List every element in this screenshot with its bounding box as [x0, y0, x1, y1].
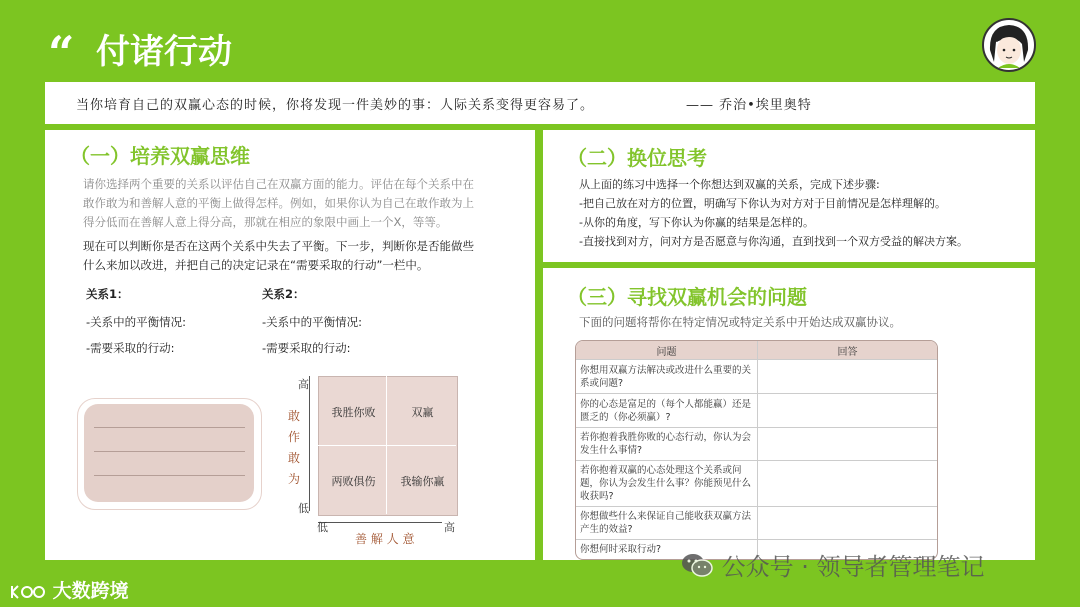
relation1-balance: -关系中的平衡情况:	[86, 315, 187, 329]
step-line: -从你的角度，写下你认为你赢的结果是怎样的。	[579, 216, 814, 229]
notepad-line	[94, 427, 245, 428]
question-cell: 你想做些什么来保证自己能收获双赢方法产生的效益?	[576, 507, 758, 540]
answer-cell[interactable]	[758, 428, 938, 461]
step-line: 从上面的练习中选择一个你想达到双赢的关系，完成下述步骤:	[579, 178, 880, 191]
banner-author: —— 乔治•埃里奥特	[686, 98, 812, 113]
table-row	[576, 394, 937, 428]
paragraph-line: 得分低而在善解人意上得分高，那就在相应的象限中画上一个X，等等。	[83, 215, 448, 229]
y-axis-low-label: 低	[298, 502, 309, 515]
y-axis-line	[309, 376, 310, 511]
section3-subtitle: 下面的问题将帮你在特定情况或特定关系中开始达成双赢协议。	[579, 315, 901, 329]
quadrant-bottom-left: 两败俱伤	[319, 446, 388, 515]
page-title: 付诸行动	[96, 32, 232, 72]
table-row	[576, 507, 937, 540]
section3-title: （三）寻找双赢机会的问题	[567, 285, 807, 309]
watermark-right-text: 公众号 · 领导者管理笔记	[721, 553, 985, 581]
x-axis-high-label: 高	[444, 521, 455, 534]
x-axis-line	[318, 522, 442, 523]
paragraph-line: 敢作敢为和善解人意的平衡上做得怎样。例如，如果你认为自己在敢作敢为上	[83, 196, 474, 210]
section1-paragraph2	[83, 237, 474, 275]
question-cell: 若你抱着双赢的心态处理这个关系或问题，你认为会发生什么事？你能预见什么收获吗?	[576, 461, 758, 507]
y-axis-title-char: 为	[288, 472, 301, 486]
avatar-illustration	[984, 20, 1034, 70]
step-line: -把自己放在对方的位置，明确写下你认为对方对于目前情况是怎样理解的。	[579, 197, 946, 210]
y-axis-title-char: 敢	[288, 451, 301, 465]
answer-cell[interactable]	[758, 507, 938, 540]
paragraph-line: 什么来加以改进，并把自己的决定记录在“需要采取的行动”一栏中。	[83, 258, 429, 272]
quadrant-top-left: 我胜你败	[319, 377, 388, 446]
table-header-row	[576, 341, 937, 360]
table-row	[576, 360, 937, 394]
wechat-icon	[680, 551, 714, 585]
question-cell: 你想用双赢方法解决或改进什么重要的关系或问题?	[576, 360, 758, 394]
question-cell: 若你抱着我胜你败的心态行动，你认为会发生什么事情?	[576, 428, 758, 461]
question-cell: 你想何时采取行动?	[576, 540, 758, 560]
x-axis-low-label: 低	[317, 521, 328, 534]
quadrant-bottom-right: 我输你赢	[388, 446, 457, 515]
y-axis-high-label: 高	[298, 378, 309, 391]
quadrant-grid	[318, 376, 458, 516]
relation2-title: 关系2：	[262, 287, 305, 301]
relation2-balance: -关系中的平衡情况:	[262, 315, 363, 329]
notepad-illustration	[84, 404, 254, 502]
avatar	[982, 18, 1036, 72]
section2-title: （二）换位思考	[567, 146, 707, 170]
column-header-question: 问题	[576, 341, 758, 360]
column-header-answer: 回答	[758, 341, 938, 360]
brand-logo-icon	[10, 582, 46, 602]
relation1-title: 关系1：	[86, 287, 129, 301]
quadrant-divider-horizontal	[318, 445, 456, 446]
watermark-right	[680, 547, 985, 585]
table-row	[576, 461, 937, 507]
relation2-action: -需要采取的行动:	[262, 341, 351, 355]
y-axis-title	[288, 406, 300, 490]
banner-quote: 当你培育自己的双赢心态的时候，你将发现一件美妙的事：人际关系变得更容易了。	[76, 98, 595, 113]
paragraph-line: 现在可以判断你是否在这两个关系中失去了平衡。下一步，判断你是否能做些	[83, 239, 474, 253]
watermark-left-text: 大数跨境	[52, 580, 129, 602]
notepad-line	[94, 475, 245, 476]
answer-cell[interactable]	[758, 394, 938, 428]
answer-cell[interactable]	[758, 360, 938, 394]
section2-steps	[579, 175, 968, 251]
questions-table	[575, 340, 938, 560]
answer-cell[interactable]	[758, 461, 938, 507]
question-cell: 你的心态是富足的（每个人都能赢）还是匮乏的（你必须赢）?	[576, 394, 758, 428]
paragraph-line: 请你选择两个重要的关系以评估自己在双赢方面的能力。评估在每个关系中在	[83, 177, 474, 191]
table-row	[576, 428, 937, 461]
section1-paragraph1	[83, 175, 474, 232]
section1-title: （一）培养双赢思维	[70, 144, 250, 168]
quadrant-top-right: 双赢	[388, 377, 457, 446]
quote-mark: “	[48, 26, 69, 80]
y-axis-title-char: 敢	[288, 409, 301, 423]
step-line: -直接找到对方，问对方是否愿意与你沟通，直到找到一个双方受益的解决方案。	[579, 235, 968, 248]
y-axis-title-char: 作	[288, 430, 301, 444]
notepad-line	[94, 451, 245, 452]
x-axis-title: 善 解 人 意	[355, 532, 415, 546]
relation1-action: -需要采取的行动:	[86, 341, 175, 355]
watermark-left	[10, 576, 129, 603]
